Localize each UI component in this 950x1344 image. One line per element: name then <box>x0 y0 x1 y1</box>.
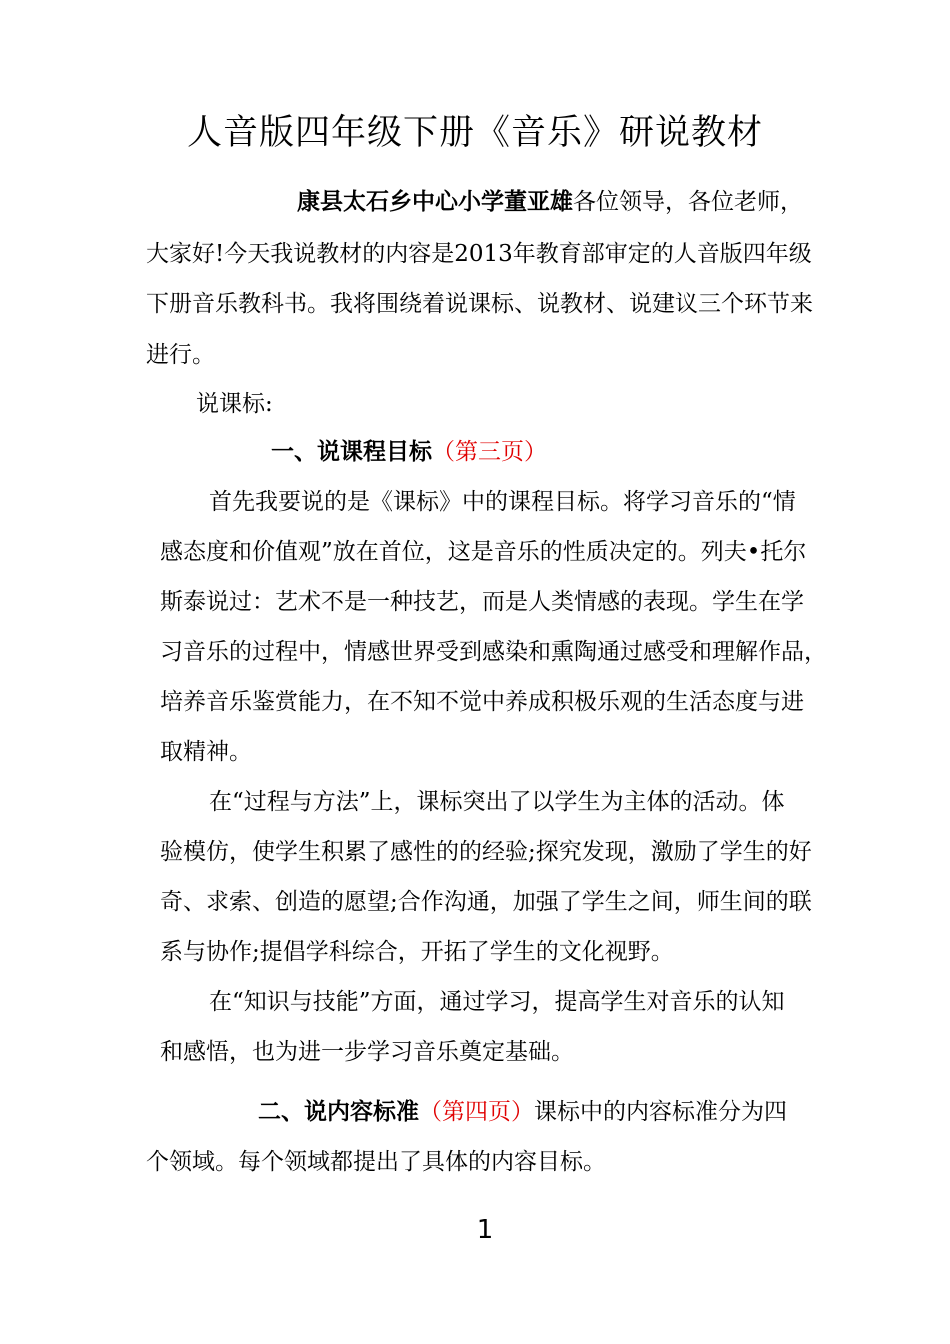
para4-line-1: 个领域。每个领域都提出了具体的内容目标。 <box>146 1149 606 1175</box>
author-name: 康县太石乡中心小学董亚雄 <box>297 189 573 215</box>
heading-course-goals-page-ref: （第三页） <box>432 439 547 465</box>
para1-line-5: 培养音乐鉴赏能力，在不知不觉中养成积极乐观的生活态度与进 <box>160 689 804 715</box>
heading-content-standards-text: 二、说内容标准 <box>258 1099 419 1125</box>
intro-line-3: 下册音乐教科书。我将围绕着说课标、说教材、说建议三个环节来 <box>146 291 813 317</box>
page-title: 人音版四年级下册《音乐》研说教材 <box>186 113 763 153</box>
para3-line-1: 在“知识与技能”方面，通过学习，提高学生对音乐的认知 <box>209 989 785 1015</box>
para2-line-2: 验模仿，使学生积累了感性的的经验;探究发现，激励了学生的好 <box>160 839 812 865</box>
intro-text: 各位领导，各位老师， <box>573 189 803 215</box>
heading-content-standards-page-ref: （第四页） <box>419 1099 534 1125</box>
heading-content-standards <box>258 1096 787 1128</box>
para2-line-1: 在“过程与方法”上，课标突出了以学生为主体的活动。体 <box>209 789 785 815</box>
para1-line-4: 习音乐的过程中，情感世界受到感染和熏陶通过感受和理解作品， <box>160 639 827 665</box>
intro-line-1 <box>297 186 803 218</box>
section-label: 说课标: <box>196 391 273 417</box>
para3-line-2: 和感悟，也为进一步学习音乐奠定基础。 <box>160 1039 574 1065</box>
para1-line-2: 感态度和价值观”放在首位，这是音乐的性质决定的。列夫•托尔 <box>160 539 807 565</box>
para1-line-6: 取精神。 <box>160 739 252 765</box>
heading-course-goals-text: 一、说课程目标 <box>271 439 432 465</box>
heading-course-goals <box>271 436 547 468</box>
heading-content-standards-trailing: 课标中的内容标准分为四 <box>534 1099 787 1125</box>
para1-line-1: 首先我要说的是《课标》中的课程目标。将学习音乐的“情 <box>209 489 796 515</box>
page-number: 1 <box>476 1215 494 1245</box>
para2-line-4: 系与协作;提倡学科综合，开拓了学生的文化视野。 <box>160 939 674 965</box>
para1-line-3: 斯泰说过：艺术不是一种技艺，而是人类情感的表现。学生在学 <box>160 589 804 615</box>
para2-line-3: 奇、求索、创造的愿望;合作沟通，加强了学生之间，师生间的联 <box>160 889 812 915</box>
intro-line-4: 进行。 <box>146 342 215 368</box>
intro-line-2: 大家好!今天我说教材的内容是2013年教育部审定的人音版四年级 <box>146 241 812 267</box>
